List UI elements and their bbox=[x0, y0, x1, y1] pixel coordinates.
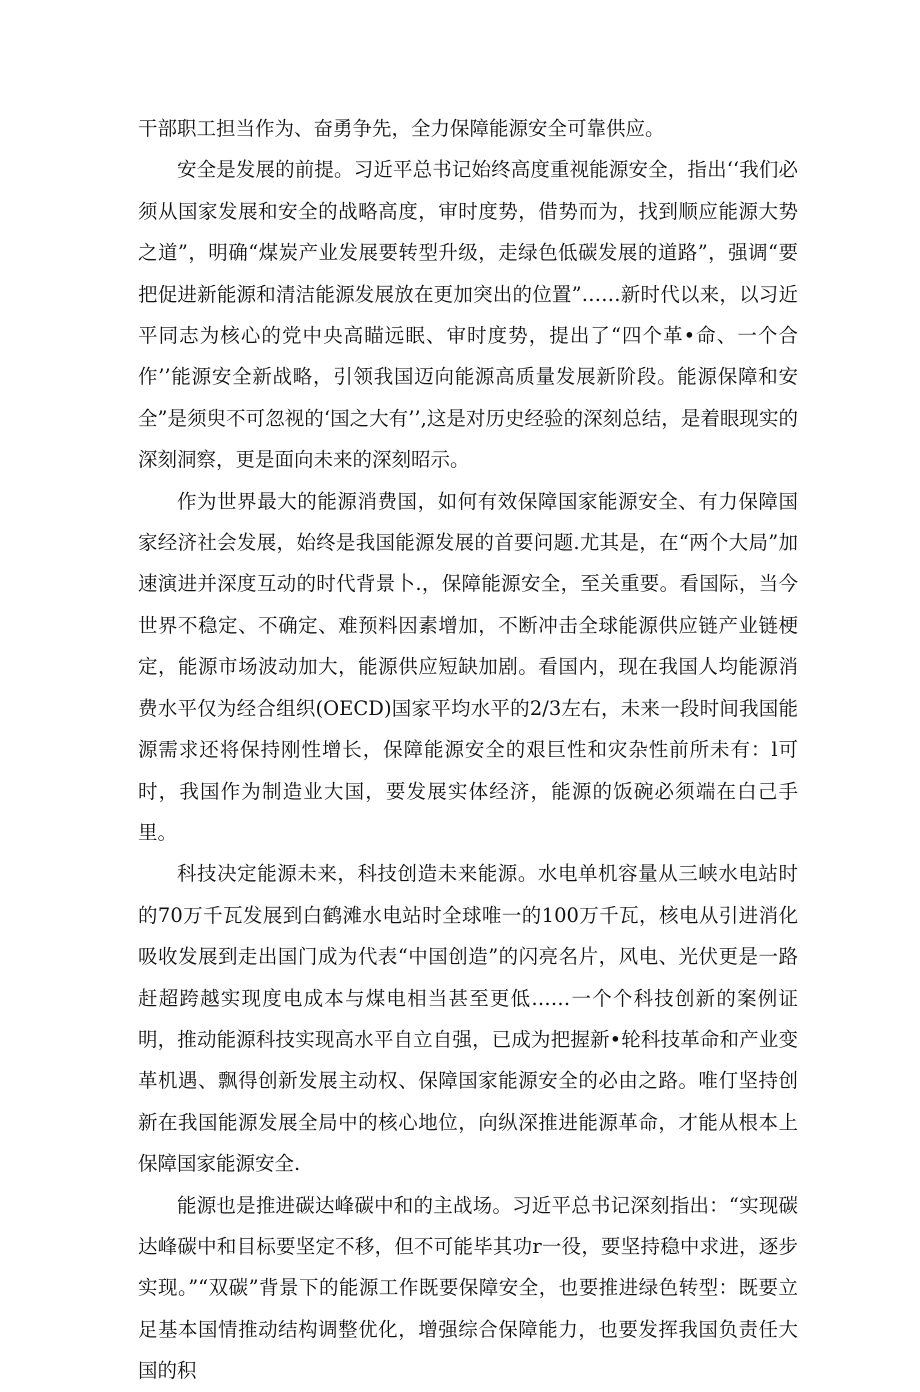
paragraph-1: 干部职工担当作为、奋勇争先，全力保障能源安全可靠供应。 bbox=[138, 117, 665, 140]
paragraph-4: 科技决定能源未来，科技创造未来能源。水电单机容量从三峡水电站时的70万千瓦发展到白鹤滩水电站时全球唯一的100万千瓦，核电从引进消化吸收发展到走出国门成为代表“中国创造”的闪亮名片，风电、光伏更是一路赶超跨越实现度电成本与煤电相当甚至更低……一个个科技创新的案例证明，推动能源科技实现高水平自立自强，已成为把握新•轮科技革命和产业变革机遇、飘得创新发展主动权、保障国家能源安全的必由之路。唯仃坚持创新在我国能源发展全局中的核心地位，向纵深推进能源革命，才能从根本上保障国家能源安全. bbox=[138, 862, 798, 1176]
paragraph-3: 作为世界最大的能源消费国，如何有效保障国家能源安全、有力保障国家经济社会发展，始终是我国能源发展的首要问题.尤其是，在“两个大局”加速演进并深度互动的时代背景卜.，保障能源安全，至关重要。看国际，当今世界不稳定、不确定、难预料因素增加，不断冲击全球能源供应链产业链梗定，能源市场波动加大，能源供应短缺加剧。看国内，现在我国人均能源消费水平仅为经合组织(OECD)国家平均水平的2/3左右，未来一段时间我国能源需求还将保持刚性增长，保障能源安全的艰巨性和灾杂性前所未有：l可时，我国作为制造业大国，要发展实体经济，能源的饭碗必须端在白己手里。 bbox=[138, 489, 798, 844]
paragraph-5: 能源也是推进碳达峰碳中和的主战场。习近平总书记深刻指出：“实现碳达峰碳中和目标要坚定不移，但不可能毕其功r一役，要坚持稳中求进，逐步实现。”“双碳”背景下的能源工作既要保障安全，也要推进绿色转型：既要立足基本国情推动结构调整优化，增强综合保障能力，也要发挥我国负责任大国的积 bbox=[138, 1193, 798, 1383]
paragraph-2: 安全是发展的前提。习近平总书记始终高度重视能源安全，指出‘‘我们必须从国家发展和安全的战略高度，审时度势，借势而为，找到顺应能源大势之道”，明确“煤炭产业发展要转型升级，走绿色低碳发展的道路”，强调“要把促进新能源和清洁能源发展放在更加突出的位置”……新时代以来，以习近平同志为核心的党中央高瞄远眠、审时度势，提出了“四个革•命、一个合作’’能源安全新战略，引领我国迈向能源高质量发展新阶段。能源保障和安全”是须臾不可忽视的‘国之大有’’,这是对历史经验的深刻总结，是着眼现实的深刻洞察，更是面向未来的深刻昭示。 bbox=[138, 158, 798, 472]
article-body bbox=[138, 108, 798, 1392]
